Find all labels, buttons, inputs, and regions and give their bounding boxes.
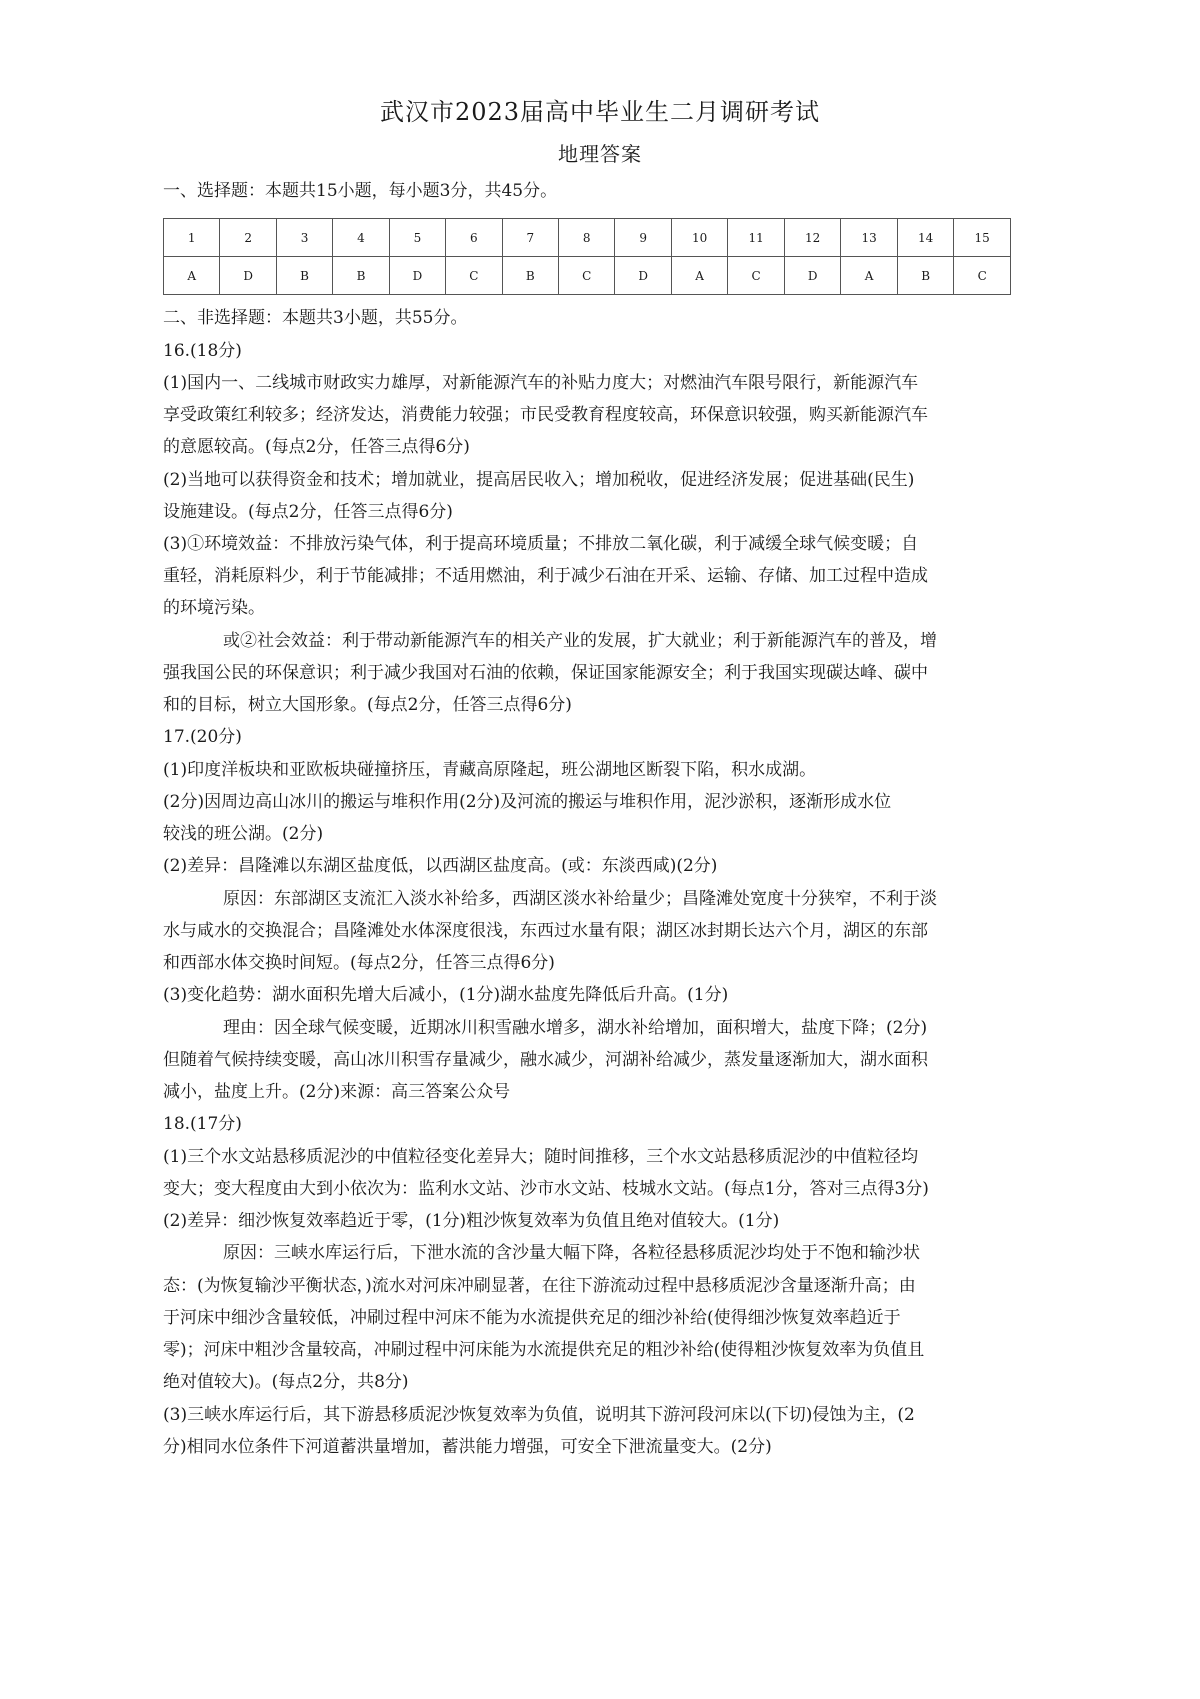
- question-number: 3: [276, 219, 332, 257]
- question-number: 12: [784, 219, 841, 257]
- answer-line: (1)三个水文站悬移质泥沙的中值粒径变化差异大；随时间推移，三个水文站悬移质泥沙的中值粒径均: [163, 1147, 919, 1167]
- answer-line: 零)；河床中粗沙含量较高，冲刷过程中河床能为水流提供充足的粗沙补给(使得粗沙恢复效率为负值且: [163, 1340, 925, 1360]
- answer-cell: B: [897, 257, 954, 295]
- answer-line: (2)差异：昌隆滩以东湖区盐度低，以西湖区盐度高。(或：东淡西咸)(2分): [163, 856, 718, 876]
- answer-table-answer-row: [164, 257, 1011, 295]
- answer-line: 绝对值较大)。(每点2分，共8分): [163, 1372, 409, 1392]
- question-number: 6: [446, 219, 502, 257]
- answer-line: 但随着气候持续变暖，高山冰川积雪存量减少，融水减少，河湖补给减少，蒸发量逐渐加大，湖水面积: [163, 1050, 928, 1070]
- question-number: 7: [502, 219, 558, 257]
- answer-cell: A: [164, 257, 220, 295]
- answer-cell: D: [389, 257, 445, 295]
- answer-line: 态：(为恢复输沙平衡状态，)流水对河床冲刷显著，在往下游流动过程中悬移质泥沙含量逐渐升高；由: [163, 1276, 916, 1296]
- answer-line: 强我国公民的环保意识；利于减少我国对石油的依赖，保证国家能源安全；利于我国实现碳达峰、碳中: [163, 663, 928, 683]
- answer-line: 原因：东部湖区支流汇入淡水补给多，西湖区淡水补给量少；昌隆滩处宽度十分狭窄，不利于淡: [223, 889, 937, 909]
- question-number: 13: [841, 219, 898, 257]
- answer-line: 变大；变大程度由大到小依次为：监利水文站、沙市水文站、枝城水文站。(每点1分，答对三点得3分): [163, 1179, 929, 1199]
- answer-line: (2分)因周边高山冰川的搬运与堆积作用(2分)及河流的搬运与堆积作用，泥沙淤积，逐渐形成水位: [163, 792, 892, 812]
- answer-line: (1)印度洋板块和亚欧板块碰撞挤压，青藏高原隆起，班公湖地区断裂下陷，积水成湖。: [163, 760, 817, 780]
- answer-cell: D: [220, 257, 276, 295]
- question-number: 15: [954, 219, 1011, 257]
- section-heading-choice: 一、选择题：本题共15小题，每小题3分，共45分。: [163, 181, 558, 201]
- answer-line: 和西部水体交换时间短。(每点2分，任答三点得6分): [163, 953, 555, 973]
- answer-cell: C: [559, 257, 615, 295]
- answer-line: (3)变化趋势：湖水面积先增大后减小，(1分)湖水盐度先降低后升高。(1分): [163, 985, 729, 1005]
- document-title: 武汉市2023届高中毕业生二月调研考试: [379, 98, 821, 126]
- question-number: 2: [220, 219, 276, 257]
- question-number: 10: [671, 219, 728, 257]
- answer-line: 较浅的班公湖。(2分): [163, 824, 324, 844]
- answer-cell: B: [502, 257, 558, 295]
- question-number: 14: [897, 219, 954, 257]
- answer-table: [163, 218, 1011, 295]
- answer-line: 和的目标，树立大国形象。(每点2分，任答三点得6分): [163, 695, 572, 715]
- question-number: 11: [728, 219, 785, 257]
- answer-cell: C: [954, 257, 1011, 295]
- question-number: 8: [559, 219, 615, 257]
- answer-line: 设施建设。(每点2分，任答三点得6分): [163, 502, 453, 522]
- answer-cell: D: [615, 257, 671, 295]
- answer-line: (3)三峡水库运行后，其下游悬移质泥沙恢复效率为负值，说明其下游河段河床以(下切)侵蚀为主，(2: [163, 1405, 915, 1425]
- question-number: 9: [615, 219, 671, 257]
- answer-cell: B: [333, 257, 389, 295]
- answer-line: 减小，盐度上升。(2分)来源：高三答案公众号: [163, 1082, 511, 1102]
- answer-cell: C: [446, 257, 502, 295]
- answer-line: 水与咸水的交换混合；昌隆滩处水体深度很浅，东西过水量有限；湖区冰封期长达六个月，湖区的东部: [163, 921, 928, 941]
- answer-line: 于河床中细沙含量较低，冲刷过程中河床不能为水流提供充足的细沙补给(使得细沙恢复效率趋近于: [163, 1308, 901, 1328]
- answer-line: 理由：因全球气候变暖，近期冰川积雪融水增多，湖水补给增加，面积增大，盐度下降；(2分): [223, 1018, 928, 1038]
- document-subtitle: 地理答案: [558, 142, 642, 166]
- answer-line: (3)①环境效益：不排放污染气体，利于提高环境质量；不排放二氧化碳，利于减缓全球气候变暖；自: [163, 534, 919, 554]
- answer-line: 重轻，消耗原料少，利于节能减排；不适用燃油，利于减少石油在开采、运输、存储、加工过程中造成: [163, 566, 928, 586]
- question-heading: 18.(17分): [163, 1114, 242, 1134]
- answer-line: (2)当地可以获得资金和技术；增加就业，提高居民收入；增加税收，促进经济发展；促进基础(民生): [163, 470, 915, 490]
- answer-cell: A: [841, 257, 898, 295]
- answer-line: 的意愿较高。(每点2分，任答三点得6分): [163, 437, 470, 457]
- answer-line: 分)相同水位条件下河道蓄洪量增加，蓄洪能力增强，可安全下泄流量变大。(2分): [163, 1437, 772, 1457]
- answer-line: (2)差异：细沙恢复效率趋近于零，(1分)粗沙恢复效率为负值且绝对值较大。(1分): [163, 1211, 780, 1231]
- answer-cell: A: [671, 257, 728, 295]
- answer-cell: D: [784, 257, 841, 295]
- question-number: 5: [389, 219, 445, 257]
- question-heading: 17.(20分): [163, 727, 242, 747]
- answer-line: 或②社会效益：利于带动新能源汽车的相关产业的发展，扩大就业；利于新能源汽车的普及，增: [223, 631, 937, 651]
- answer-line: (1)国内一、二线城市财政实力雄厚，对新能源汽车的补贴力度大；对燃油汽车限号限行，新能源汽车: [163, 373, 919, 393]
- question-number: 1: [164, 219, 220, 257]
- question-heading: 16.(18分): [163, 341, 242, 361]
- answer-line: 原因：三峡水库运行后，下泄水流的含沙量大幅下降，各粒径悬移质泥沙均处于不饱和输沙状: [223, 1243, 920, 1263]
- answer-line: 享受政策红利较多；经济发达，消费能力较强；市民受教育程度较高，环保意识较强，购买新能源汽车: [163, 405, 928, 425]
- answer-table-number-row: [164, 219, 1011, 257]
- section-heading-nonchoice: 二、非选择题：本题共3小题，共55分。: [163, 308, 468, 328]
- answer-line: 的环境污染。: [163, 598, 265, 618]
- answer-cell: B: [276, 257, 332, 295]
- question-number: 4: [333, 219, 389, 257]
- answer-cell: C: [728, 257, 785, 295]
